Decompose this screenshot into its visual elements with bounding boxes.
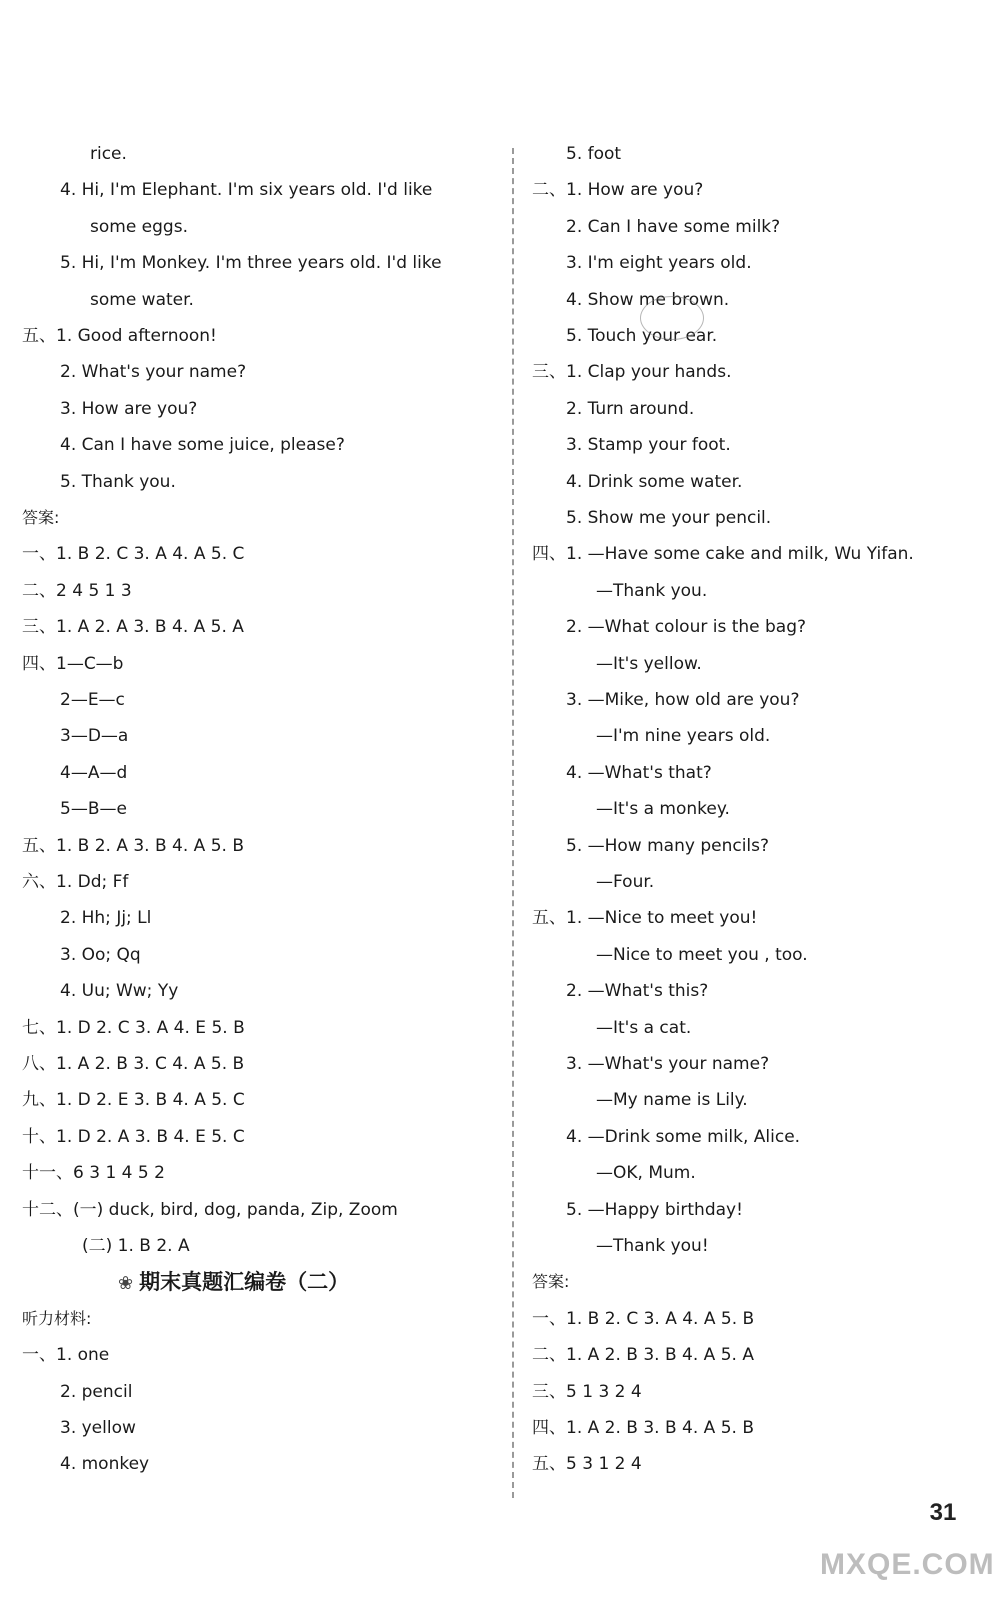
stamp-seal-icon bbox=[640, 296, 704, 340]
right-column-line: 2. Turn around. bbox=[566, 398, 695, 419]
column-divider bbox=[512, 148, 514, 1498]
left-column-line: 四、1—C—b bbox=[22, 653, 124, 674]
right-column-line: 答案: bbox=[532, 1272, 570, 1292]
left-column-line: (二) 1. B 2. A bbox=[82, 1236, 190, 1256]
left-column-line: 2. pencil bbox=[60, 1381, 133, 1402]
left-column-line: 听力材料: bbox=[22, 1308, 92, 1328]
left-column-line: 3. Oo; Qq bbox=[60, 944, 141, 965]
left-column-line: some water. bbox=[90, 289, 194, 310]
left-column-line: 2—E—c bbox=[60, 690, 125, 710]
right-column-line: —OK, Mum. bbox=[596, 1163, 696, 1184]
right-column-line: —It's a monkey. bbox=[596, 799, 730, 820]
right-column-line: 4. —What's that? bbox=[566, 762, 712, 783]
right-column-line: —It's yellow. bbox=[596, 653, 702, 674]
right-column-line: 4. Drink some water. bbox=[566, 471, 743, 492]
left-column-line: 一、1. one bbox=[22, 1345, 110, 1366]
left-column-line: 3—D—a bbox=[60, 726, 129, 747]
right-column-line: 3. —What's your name? bbox=[566, 1054, 770, 1074]
left-column-line: 二、2 4 5 1 3 bbox=[22, 580, 132, 601]
right-column-line: 3. I'm eight years old. bbox=[566, 253, 752, 274]
left-column-line: 五、1. Good afternoon! bbox=[22, 326, 217, 346]
right-column-line: 5. Touch your ear. bbox=[566, 326, 718, 346]
paw-icon: ❀ bbox=[118, 1273, 134, 1295]
left-column-line: 2. What's your name? bbox=[60, 362, 247, 383]
right-column-line: 4. —Drink some milk, Alice. bbox=[566, 1126, 801, 1147]
right-column-line: 4. Show me brown. bbox=[566, 289, 730, 310]
right-column-line: —Thank you. bbox=[596, 580, 708, 601]
right-column-line: 三、5 1 3 2 4 bbox=[532, 1381, 642, 1402]
right-column-line: 3. Stamp your foot. bbox=[566, 435, 731, 456]
page-number: 31 bbox=[929, 1499, 957, 1526]
left-column-line: 一、1. B 2. C 3. A 4. A 5. C bbox=[22, 544, 245, 565]
left-column-line: 七、1. D 2. C 3. A 4. E 5. B bbox=[22, 1017, 245, 1038]
left-column-line: 答案: bbox=[22, 508, 60, 527]
right-column-line: 2. Can I have some milk? bbox=[566, 216, 781, 237]
right-column-line: 五、5 3 1 2 4 bbox=[532, 1454, 642, 1475]
left-column-line: 2. Hh; Jj; Ll bbox=[60, 908, 152, 929]
left-column-line: 4. Can I have some juice, please? bbox=[60, 435, 345, 456]
left-column-line: 十、1. D 2. A 3. B 4. E 5. C bbox=[22, 1126, 245, 1147]
left-column-line: 五、1. B 2. A 3. B 4. A 5. B bbox=[22, 835, 244, 856]
right-column-line: —I'm nine years old. bbox=[596, 726, 771, 747]
section-title: 期末真题汇编卷（二） bbox=[139, 1270, 350, 1295]
left-column-line: 八、1. A 2. B 3. C 4. A 5. B bbox=[22, 1054, 245, 1074]
right-column-line: —It's a cat. bbox=[596, 1017, 692, 1038]
left-column-line: 4—A—d bbox=[60, 762, 128, 783]
right-column-line: —Nice to meet you , too. bbox=[596, 944, 808, 965]
left-column-line: 六、1. Dd; Ff bbox=[22, 872, 129, 892]
watermark: MXQE.COM bbox=[820, 1548, 995, 1581]
right-column-line: 2. —What colour is the bag? bbox=[566, 617, 807, 638]
right-column-line: 3. —Mike, how old are you? bbox=[566, 690, 800, 710]
left-column-line: 4. monkey bbox=[60, 1454, 150, 1475]
right-column-line: 5. foot bbox=[566, 144, 622, 164]
right-column-line: 五、1. —Nice to meet you! bbox=[532, 908, 758, 929]
left-column-line: some eggs. bbox=[90, 216, 188, 237]
right-column-line: 四、1. A 2. B 3. B 4. A 5. B bbox=[532, 1418, 754, 1438]
left-column-line: 5—B—e bbox=[60, 799, 127, 820]
right-column-line: 三、1. Clap your hands. bbox=[532, 362, 732, 383]
right-column-line: —Four. bbox=[596, 872, 655, 892]
left-column-line: 5. Hi, I'm Monkey. I'm three years old. I'd like bbox=[60, 253, 442, 274]
left-column-line: rice. bbox=[90, 144, 127, 164]
left-column-line: 4. Uu; Ww; Yy bbox=[60, 981, 179, 1002]
left-column-line: 3. How are you? bbox=[60, 398, 198, 419]
left-column-line: 十二、(一) duck, bird, dog, panda, Zip, Zoom bbox=[22, 1199, 398, 1220]
right-column-line: 二、1. A 2. B 3. B 4. A 5. A bbox=[532, 1345, 754, 1366]
right-column-line: —My name is Lily. bbox=[596, 1090, 748, 1111]
right-column-line: 5. —How many pencils? bbox=[566, 835, 770, 856]
left-column-line bbox=[118, 1270, 349, 1294]
right-column-line: —Thank you! bbox=[596, 1236, 709, 1256]
left-column-line: 九、1. D 2. E 3. B 4. A 5. C bbox=[22, 1090, 245, 1111]
right-column-line: 二、1. How are you? bbox=[532, 180, 704, 201]
left-column-line: 三、1. A 2. A 3. B 4. A 5. A bbox=[22, 617, 244, 638]
left-column-line: 十一、6 3 1 4 5 2 bbox=[22, 1163, 165, 1184]
right-column-line: 2. —What's this? bbox=[566, 981, 709, 1002]
right-column-line: 一、1. B 2. C 3. A 4. A 5. B bbox=[532, 1308, 755, 1329]
left-column-line: 4. Hi, I'm Elephant. I'm six years old. I'd like bbox=[60, 180, 433, 201]
left-column-line: 3. yellow bbox=[60, 1418, 136, 1438]
right-column-line: 四、1. —Have some cake and milk, Wu Yifan. bbox=[532, 544, 914, 565]
left-column-line: 5. Thank you. bbox=[60, 471, 176, 492]
right-column-line: 5. Show me your pencil. bbox=[566, 508, 772, 528]
right-column-line: 5. —Happy birthday! bbox=[566, 1199, 743, 1220]
